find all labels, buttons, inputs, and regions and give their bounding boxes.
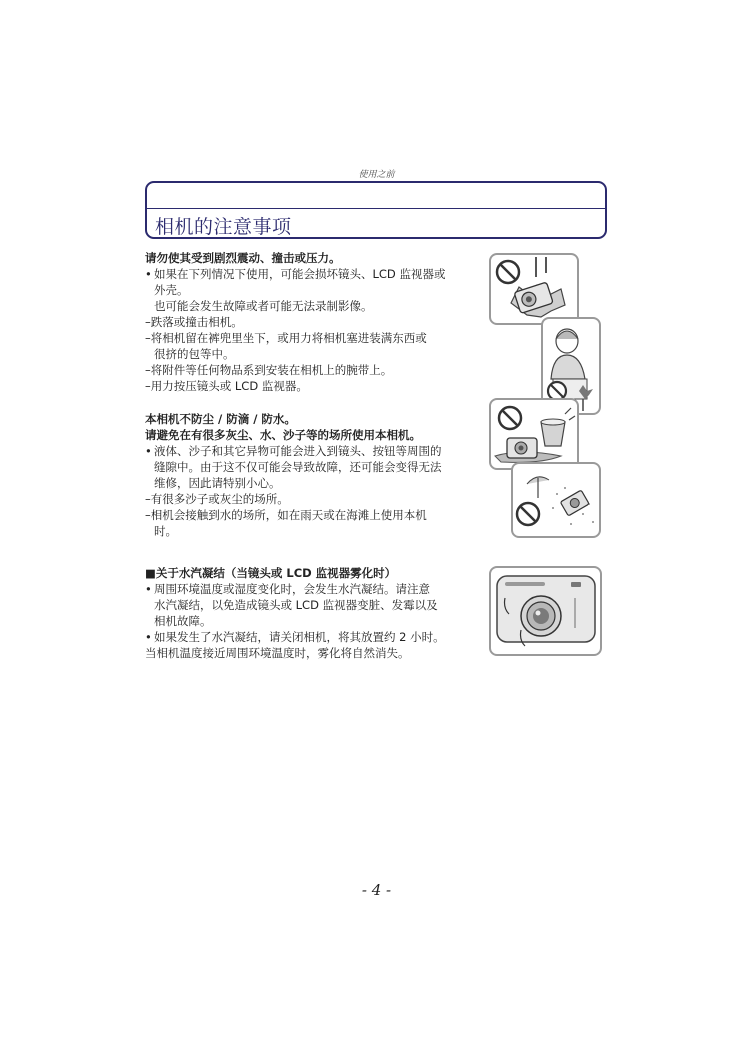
liquid-camera-illustration: [489, 398, 579, 470]
dust-bullet-1: [145, 443, 442, 459]
camera-icon: [507, 438, 537, 458]
page-title: 相机的注意事项: [155, 216, 292, 238]
shock-dash-4: –用力按压镜头或 LCD 监视器。: [145, 379, 308, 393]
camera-lens-icon: [521, 596, 561, 636]
prohibition-icon: [499, 407, 521, 429]
dust-bullet-1-line-3: 维修，因此请特别小心。: [154, 476, 281, 490]
page-number: - 4 -: [361, 881, 392, 899]
condensation-bullet-1-line-1: 周围环境温度或湿度变化时，会发生水汽凝结。请注意: [154, 582, 430, 596]
shock-note: 也可能会发生故障或者可能无法录制影像。: [154, 299, 373, 313]
shock-dash-1: –跌落或撞击相机。: [145, 315, 243, 329]
dust-bullet-1-line-1: 液体、沙子和其它异物可能会进入到镜头、按钮等周围的: [154, 444, 442, 458]
dropped-camera-illustration: [489, 253, 579, 325]
shock-bullet-1: [145, 266, 445, 282]
dust-heading-1: 本相机不防尘 / 防滴 / 防水。: [145, 412, 296, 426]
condensation-bullet-2-line-1: 如果发生了水汽凝结，请关闭相机，将其放置约 2 小时。: [154, 630, 445, 644]
condensation-bullet-1-line-2: 水汽凝结，以免造成镜头或 LCD 监视器变脏、发霉以及: [154, 598, 438, 612]
shock-bullet-1-line-1: 如果在下列情况下使用，可能会损坏镜头、LCD 监视器或: [154, 267, 446, 281]
condensation-bullet-1: [145, 581, 445, 597]
title-box: [145, 181, 607, 239]
bullet-symbol: •: [145, 630, 152, 644]
shock-bullet-1-line-2: 外壳。: [154, 283, 189, 297]
bullet-symbol: •: [145, 267, 152, 281]
dust-dash-2-line-1: –相机会接触到水的场所，如在雨天或在海滩上使用本机: [145, 508, 427, 522]
dust-dash-1: –有很多沙子或灰尘的场所。: [145, 492, 289, 506]
condensation-heading: ■关于水汽凝结（当镜头或 LCD 监视器雾化时）: [145, 566, 397, 580]
condensation-bullet-2: [145, 629, 445, 645]
dust-dash-2-line-2: 时。: [154, 524, 177, 538]
condensation-camera-illustration: [489, 566, 602, 656]
condensation-section: [145, 565, 445, 661]
shock-dash-2-line-1: –将相机留在裤兜里坐下，或用力将相机塞进装满东西或: [145, 331, 427, 345]
shock-dash-3: –将附件等任何物品系到安装在相机上的腕带上。: [145, 363, 393, 377]
title-divider: [147, 208, 605, 209]
prohibition-icon: [517, 503, 539, 525]
dust-heading-2: 请避免在有很多灰尘、水、沙子等的场所使用本相机。: [145, 428, 421, 442]
shock-heading: 请勿使其受到剧烈震动、撞击或压力。: [145, 251, 341, 265]
dust-bullet-1-line-2: 缝隙中。由于这不仅可能会导致故障，还可能会变得无法: [154, 460, 442, 474]
section-label: 使用之前: [358, 170, 395, 180]
condensation-bullet-2-line-2: 当相机温度接近周围环境温度时，雾化将自然消失。: [145, 646, 410, 660]
camera-icon: [560, 490, 589, 516]
dust-section: [145, 411, 442, 539]
condensation-bullet-1-line-3: 相机故障。: [154, 614, 212, 628]
bullet-symbol: •: [145, 444, 152, 458]
shock-section: [145, 250, 445, 394]
prohibition-icon: [497, 261, 519, 283]
bullet-symbol: •: [145, 582, 152, 596]
beach-camera-illustration: [511, 462, 601, 538]
shock-dash-2-line-2: 很挤的包等中。: [154, 347, 235, 361]
